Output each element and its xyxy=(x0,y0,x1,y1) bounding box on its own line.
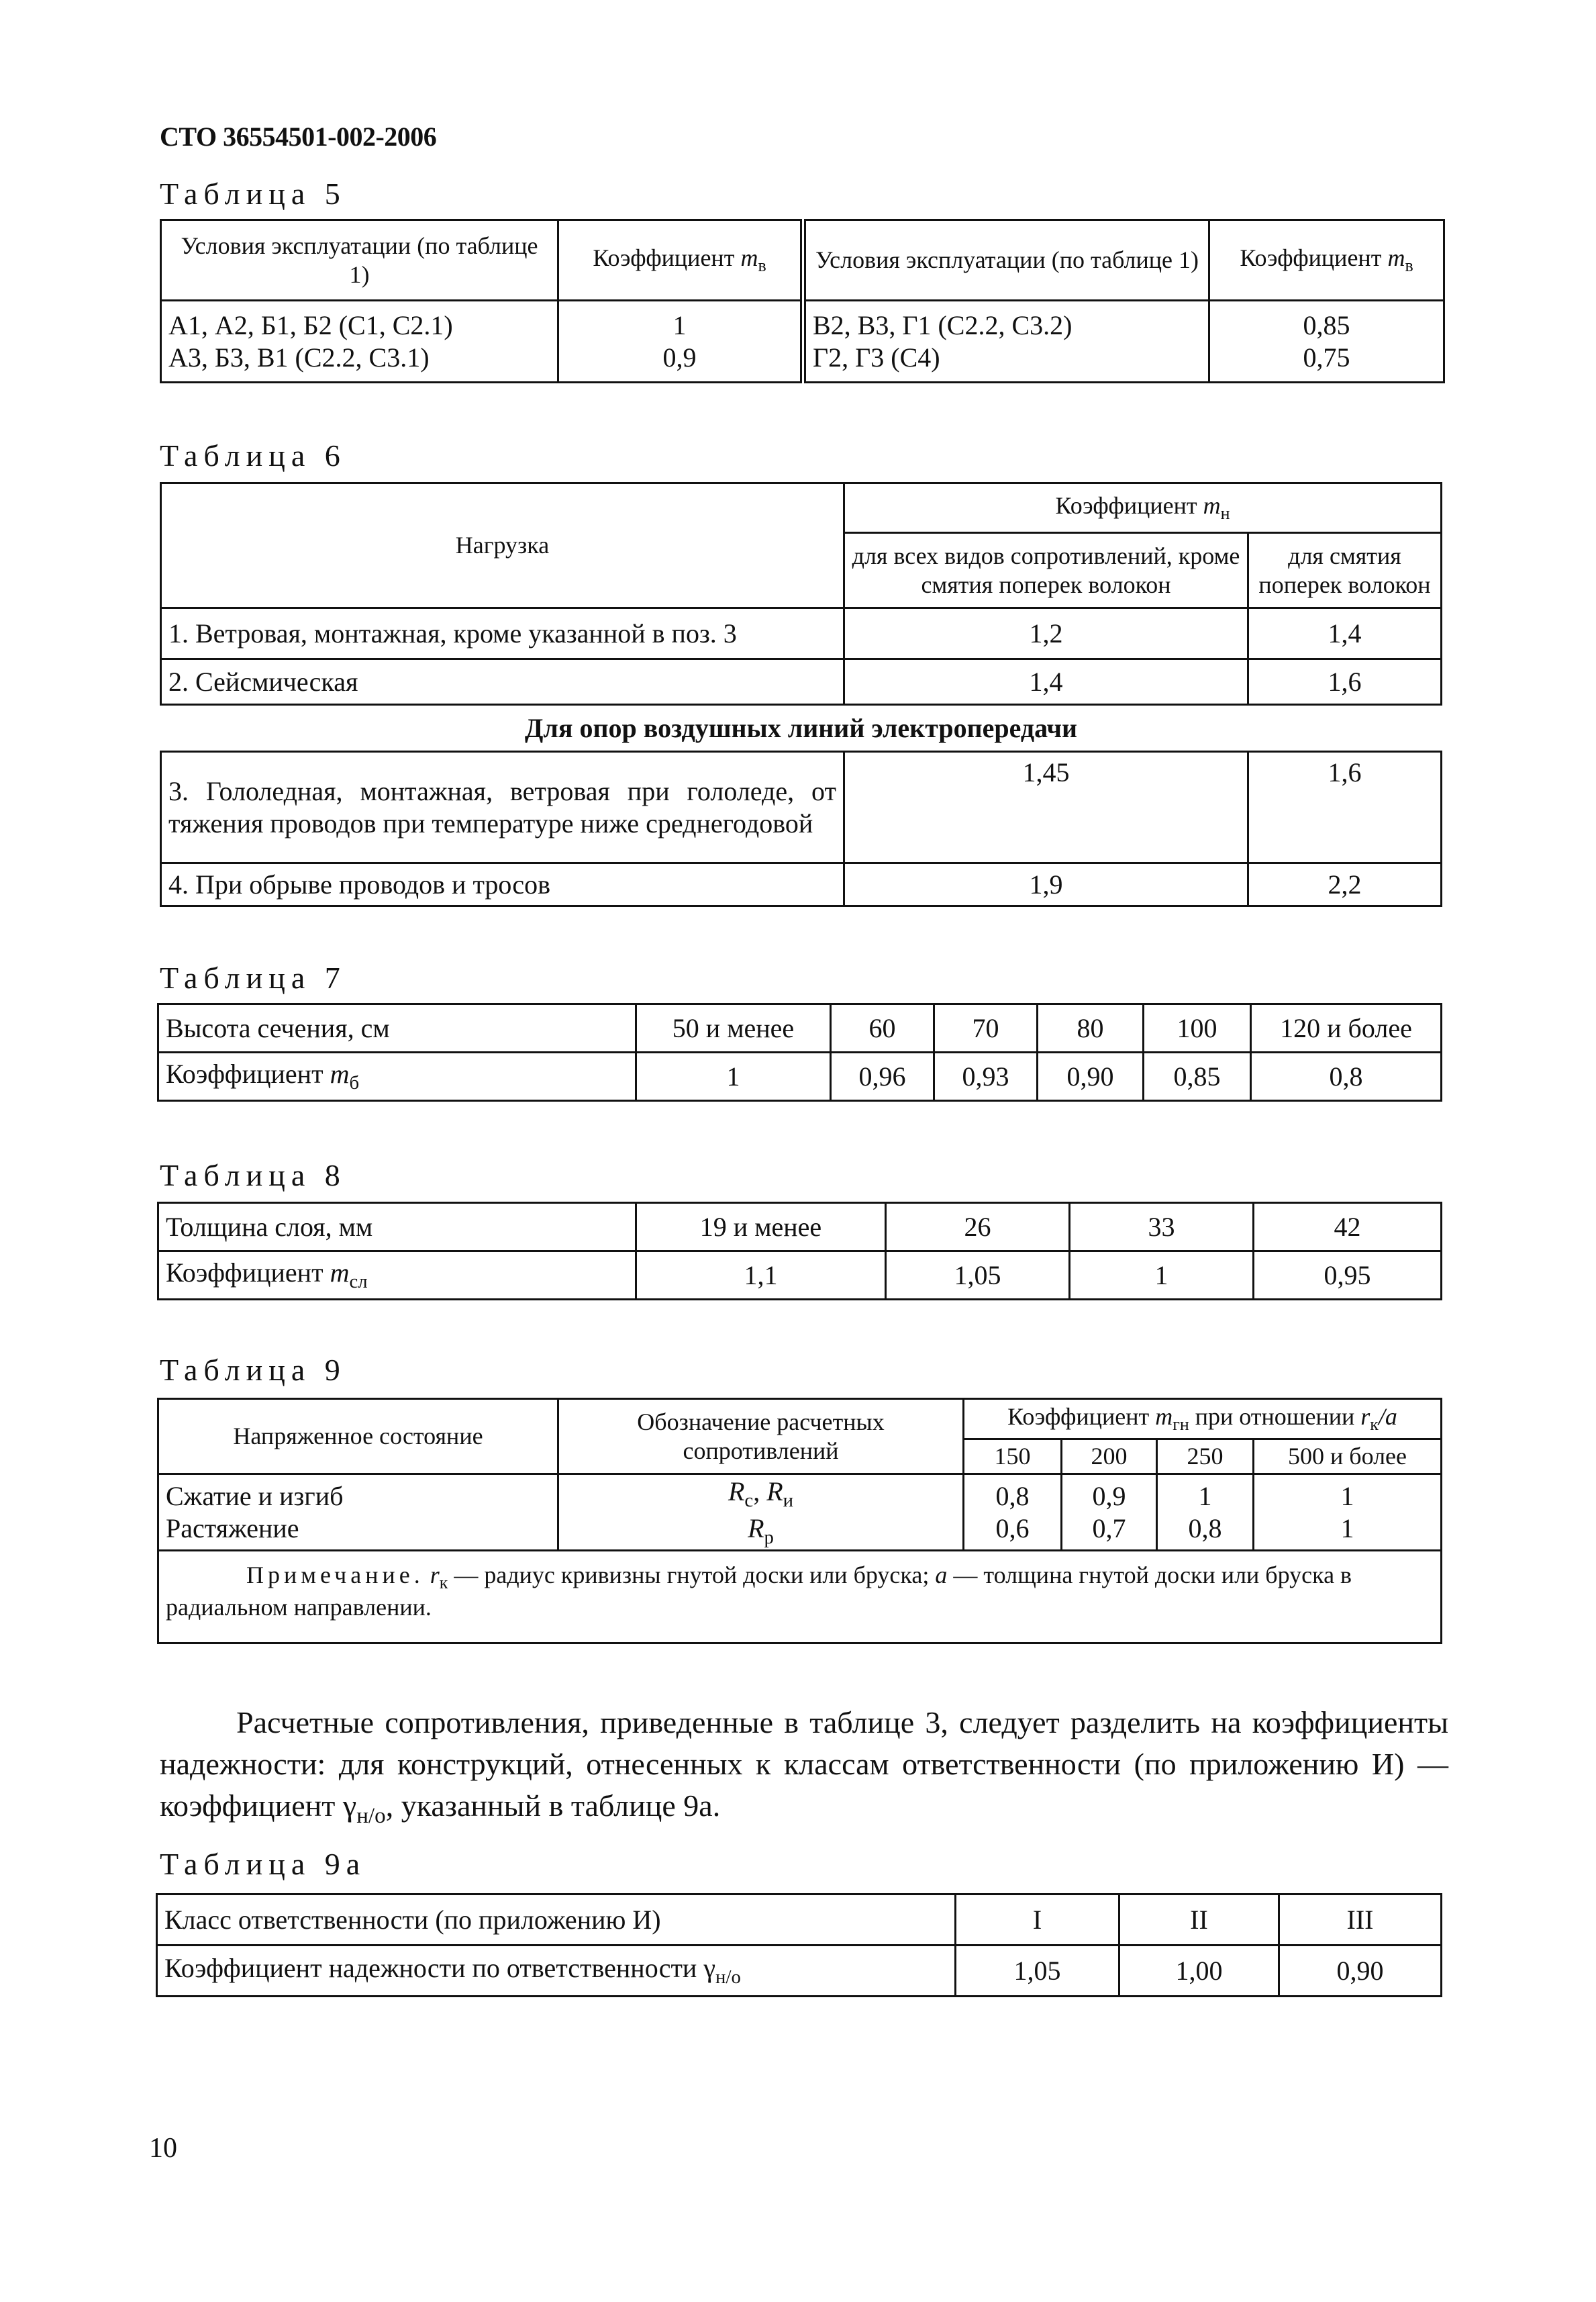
table9-ratio: 500 и более xyxy=(1254,1439,1442,1474)
table6-row-label: 2. Сейсмическая xyxy=(161,659,844,705)
table9-cell: 0,8 0,6 xyxy=(964,1474,1062,1551)
table7 xyxy=(157,1003,1442,1102)
table9a-cell: III xyxy=(1279,1895,1442,1946)
table6-cell: 1,4 xyxy=(1248,608,1442,659)
table7-cell: 80 xyxy=(1038,1004,1144,1053)
table9a-cell: II xyxy=(1119,1895,1279,1946)
table9-header-state: Напряженное состояние xyxy=(158,1399,558,1474)
table9-cell: 1 0,8 xyxy=(1157,1474,1254,1551)
table5-caption: Таблица 5 xyxy=(160,177,346,211)
table9-header-coef: Коэффициент $m_{гн}$ при отношении $r_к/a$ xyxy=(964,1399,1442,1439)
table8-cell: 19 и менее xyxy=(636,1203,886,1251)
table5-cell: А1, А2, Б1, Б2 (С1, С2.1) А3, Б3, В1 (С2.2, С3.1) xyxy=(161,301,558,383)
table6-cell: 2,2 xyxy=(1248,863,1442,906)
table7-cell: 60 xyxy=(831,1004,934,1053)
table8-row-label: Толщина слоя, мм xyxy=(158,1203,636,1251)
table7-cell: 0,93 xyxy=(934,1053,1038,1101)
table6-cell: 1,6 xyxy=(1248,659,1442,705)
body-paragraph: Расчетные сопротивления, приведенные в таблице 3, следует разделить на коэффициенты надежности: для конструкций, отнесенных к классам ответственности (по приложению И) — коэффициент $\gamma_{н/о}$, указанный в таблице 9а. xyxy=(160,1705,1448,1829)
table6-cell: 1,9 xyxy=(844,863,1248,906)
table7-cell: 120 и более xyxy=(1251,1004,1442,1053)
table9a xyxy=(156,1893,1442,1997)
table5-header-conditions: Условия эксплуатации (по таблице 1) xyxy=(161,220,558,301)
table9a-cell: I xyxy=(956,1895,1119,1946)
table8-caption: Таблица 8 xyxy=(160,1158,346,1192)
table6-header-coef: Коэффициент $m_н$ xyxy=(844,483,1442,533)
table9a-cell: 1,00 xyxy=(1119,1946,1279,1997)
table9-ratio: 250 xyxy=(1157,1439,1254,1474)
table8-cell: 42 xyxy=(1254,1203,1442,1251)
table9-ratio: 150 xyxy=(964,1439,1062,1474)
table9-header-symbol: Обозначение расчетных сопротивлений xyxy=(558,1399,964,1474)
table9a-cell: 1,05 xyxy=(956,1946,1119,1997)
table8-cell: 1 xyxy=(1070,1251,1254,1300)
table7-caption: Таблица 7 xyxy=(160,961,346,995)
table7-cell: 0,8 xyxy=(1251,1053,1442,1101)
table6-header-load: Нагрузка xyxy=(161,483,844,608)
table5-header-coef: Коэффициент $m_в$ xyxy=(558,220,803,301)
table9 xyxy=(157,1398,1442,1644)
table7-row-label: Коэффициент $m_б$ xyxy=(158,1053,636,1101)
table7-cell: 0,96 xyxy=(831,1053,934,1101)
table9a-row-label: Коэффициент надежности по ответственности $\gamma_{н/о}$ xyxy=(157,1946,956,1997)
table6 xyxy=(160,482,1442,907)
table6-cell: 1,45 xyxy=(844,752,1248,863)
table5-header-conditions-2: Условия эксплуатации (по таблице 1) xyxy=(803,220,1209,301)
table9a-caption: Таблица 9а xyxy=(160,1847,366,1881)
table6-cell: 1,4 xyxy=(844,659,1248,705)
table8-row-label: Коэффициент $m_{сл}$ xyxy=(158,1251,636,1300)
document-code: СТО 36554501-002-2006 xyxy=(160,122,437,152)
table6-subheader-all: для всех видов сопротивлений, кроме смятия поперек волокон xyxy=(844,533,1248,608)
table6-cell: 1,6 xyxy=(1248,752,1442,863)
table9a-cell: 0,90 xyxy=(1279,1946,1442,1997)
table9-cell: 1 1 xyxy=(1254,1474,1442,1551)
table8-cell: 26 xyxy=(886,1203,1070,1251)
table7-cell: 70 xyxy=(934,1004,1038,1053)
table8 xyxy=(157,1202,1442,1300)
table9-symbols: $R_с$, $R_и$ $R_р$ xyxy=(558,1474,964,1551)
table9-states: Сжатие и изгиб Растяжение xyxy=(158,1474,558,1551)
table8-cell: 1,1 xyxy=(636,1251,886,1300)
table7-cell: 100 xyxy=(1144,1004,1251,1053)
table6-row-label: 1. Ветровая, монтажная, кроме указанной в поз. 3 xyxy=(161,608,844,659)
table9-cell: 0,9 0,7 xyxy=(1062,1474,1157,1551)
table5-cell: 1 0,9 xyxy=(558,301,803,383)
table9a-row-label: Класс ответственности (по приложению И) xyxy=(157,1895,956,1946)
table7-cell: 1 xyxy=(636,1053,831,1101)
table6-caption: Таблица 6 xyxy=(160,438,346,473)
table9-ratio: 200 xyxy=(1062,1439,1157,1474)
table5 xyxy=(160,219,1445,383)
table7-cell: 50 и менее xyxy=(636,1004,831,1053)
table6-section-heading: Для опор воздушных линий электропередачи xyxy=(161,705,1442,752)
table9-caption: Таблица 9 xyxy=(160,1353,346,1387)
table8-cell: 1,05 xyxy=(886,1251,1070,1300)
table8-cell: 33 xyxy=(1070,1203,1254,1251)
page-number: 10 xyxy=(149,2133,177,2164)
table9-note: Примечание. $r_к$ — радиус кривизны гнутой доски или бруска; a — толщина гнутой доски или бруска в радиальном направлении. xyxy=(158,1551,1442,1643)
table5-cell: 0,85 0,75 xyxy=(1209,301,1444,383)
table6-cell: 1,2 xyxy=(844,608,1248,659)
table7-cell: 0,90 xyxy=(1038,1053,1144,1101)
table7-cell: 0,85 xyxy=(1144,1053,1251,1101)
table5-header-coef-2: Коэффициент $m_в$ xyxy=(1209,220,1444,301)
table6-subheader-crush: для смятия поперек волокон xyxy=(1248,533,1442,608)
table7-row-label: Высота сечения, см xyxy=(158,1004,636,1053)
table6-row-label: 3. Гололедная, монтажная, ветровая при гололеде, от тяжения проводов при температуре ниже среднегодовой xyxy=(161,752,844,863)
table5-cell: В2, В3, Г1 (С2.2, С3.2) Г2, Г3 (С4) xyxy=(803,301,1209,383)
table6-row-label: 4. При обрыве проводов и тросов xyxy=(161,863,844,906)
table8-cell: 0,95 xyxy=(1254,1251,1442,1300)
